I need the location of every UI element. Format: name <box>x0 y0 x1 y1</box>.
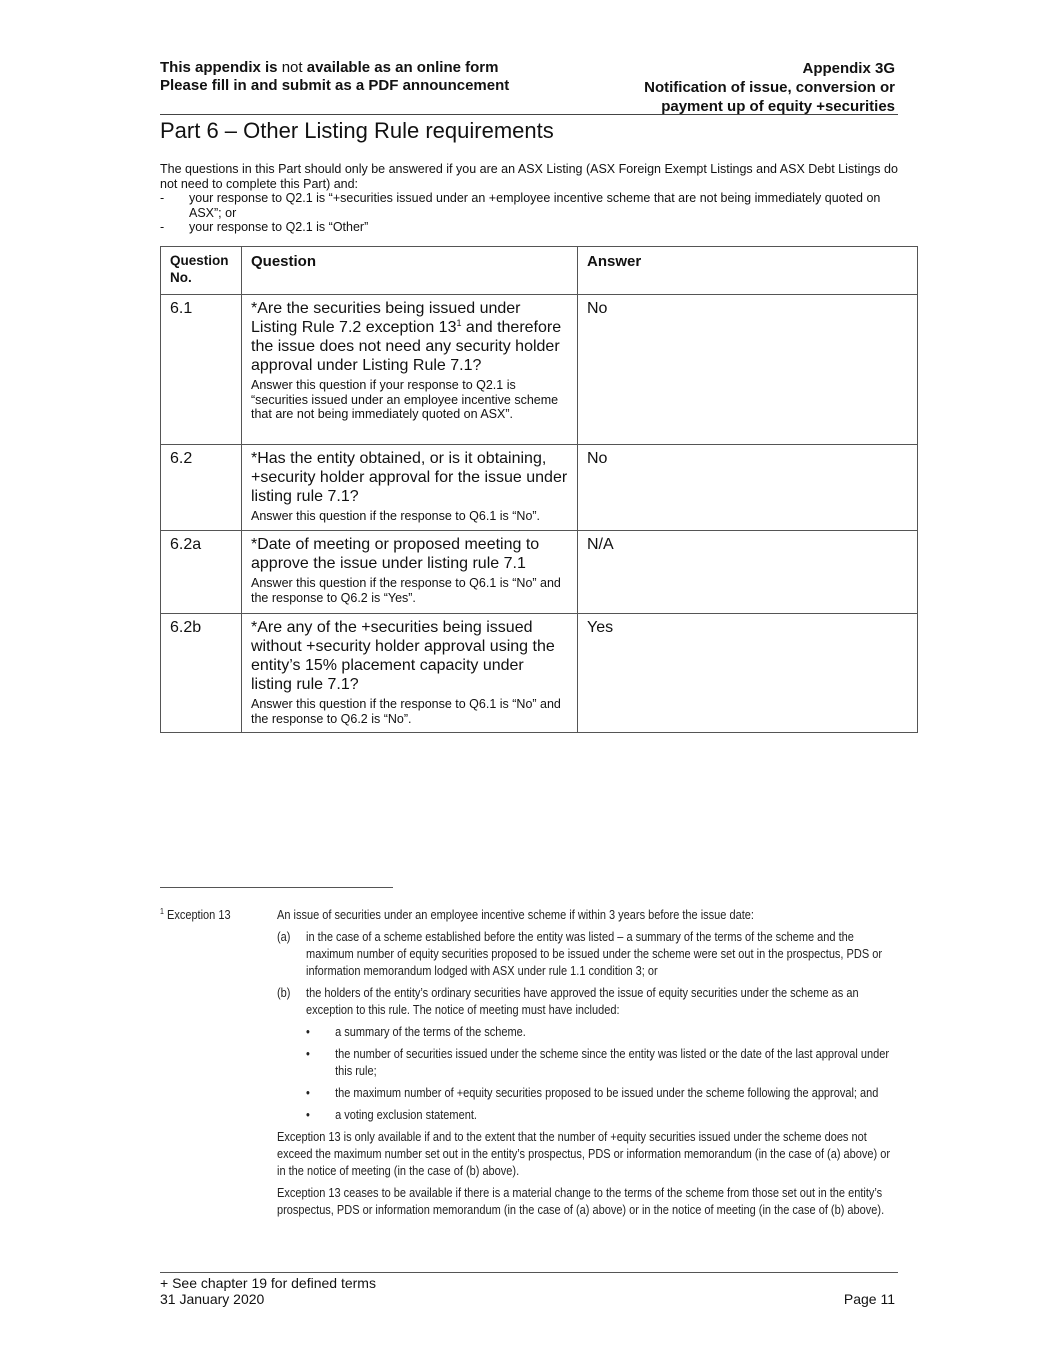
question-text: *Are the securities being issued under Listing Rule 7.2 exception $13^1$ and therefore the issue does not need any security holder approval under Listing Rule 7.1? <box>251 300 562 374</box>
header-divider <box>160 114 898 115</box>
question-number: 6.2 <box>161 445 242 531</box>
footer-left <box>160 1275 376 1307</box>
question-cell <box>242 531 578 614</box>
footnote-closing: Exception 13 is only available if and to the extent that the number of +equity securities issued under the scheme does not exceed the maximum number set out in the entity’s prospectus, PDS or information memorandum (in the case of (a) above) or in the notice of meeting (in the case of (b) above). <box>277 1130 891 1178</box>
question-number: 6.1 <box>161 295 242 445</box>
table-row <box>161 531 918 614</box>
footer-date: 31 January 2020 <box>160 1291 265 1307</box>
bullet-icon: • <box>306 1047 310 1061</box>
item-text: in the case of a scheme established before the entity was listed – a summary of the terms of the scheme and the maximum number of equity securities proposed to be issued under the scheme were set out in the prospectus, PDS or information memorandum lodged with ASX under rule 1.1 condition 3; or <box>306 930 882 978</box>
footnote-sub-bullet <box>306 1107 893 1124</box>
intro-bullet <box>160 191 900 220</box>
question-number: 6.2b <box>161 614 242 733</box>
dash-marker: - <box>160 191 165 205</box>
footnote-ref[interactable]: 1 <box>456 318 462 328</box>
table-row <box>161 295 918 445</box>
item-label: (a) <box>277 930 291 944</box>
appendix-label: Appendix 3G <box>802 60 895 77</box>
sub-bullet-text: the maximum number of +equity securities proposed to be issued under the scheme following the approval; and <box>335 1086 879 1100</box>
intro-section <box>160 162 900 235</box>
defined-terms-note: + See chapter 19 for defined terms <box>160 1275 376 1291</box>
questions-table <box>160 246 918 733</box>
question-note: Answer this question if your response to Q2.1 is “securities issued under an employee incentive scheme that are not being immediately quoted on ASX”. <box>251 378 559 421</box>
footnote-body <box>277 907 893 1224</box>
question-note: Answer this question if the response to Q6.1 is “No” and the response to Q6.2 is “Yes”. <box>251 576 561 605</box>
part-title: Part 6 – Other Listing Rule requirements <box>160 118 554 143</box>
item-label: (b) <box>277 986 291 1000</box>
dash-marker: - <box>160 220 165 234</box>
header-left <box>160 59 509 95</box>
intro-paragraph: The questions in this Part should only be answered if you are an ASX Listing (ASX Foreign Exempt Listings and ASX Debt Listings do not need to complete this Part) and: <box>160 162 898 191</box>
intro-bullet <box>160 220 900 235</box>
appendix-title-line2: payment up of equity +securities <box>661 98 895 115</box>
footnote-sub-bullet <box>306 1024 893 1041</box>
answer-cell[interactable]: Yes <box>578 614 918 733</box>
header-submit-instruction: Please fill in and submit as a PDF announcement <box>160 77 510 94</box>
question-note: Answer this question if the response to Q6.1 is “No” and the response to Q6.2 is “No”. <box>251 697 561 726</box>
intro-bullet-text: your response to Q2.1 is “+securities issued under an +employee incentive scheme that are not being immediately quoted on ASX”; or <box>189 191 881 220</box>
bullet-icon: • <box>306 1108 310 1122</box>
footnote-sub-bullet <box>306 1046 893 1080</box>
table-row <box>161 614 918 733</box>
footnote-sub-bullet <box>306 1085 893 1102</box>
appendix-title-line1: Notification of issue, conversion or <box>644 79 895 96</box>
intro-bullet-text: your response to Q2.1 is “Other” <box>189 220 369 234</box>
header-question-no: Question No. <box>161 247 242 295</box>
page-number: Page 11 <box>843 1291 895 1307</box>
header-right <box>644 59 895 116</box>
not-emphasis: not <box>281 59 303 76</box>
question-cell <box>242 445 578 531</box>
answer-cell[interactable]: No <box>578 295 918 445</box>
answer-cell[interactable]: N/A <box>578 531 918 614</box>
footnote-item-b <box>277 985 893 1019</box>
question-text: *Are any of the +securities being issued without +security holder approval using the entity’s 15% placement capacity under listing rule 7.1? <box>251 619 555 693</box>
question-text: *Has the entity obtained, or is it obtaining, +security holder approval for the issue under listing rule 7.1? <box>251 450 568 505</box>
footnote-separator <box>160 887 393 888</box>
footnote-intro: An issue of securities under an employee incentive scheme if within 3 years before the issue date: <box>277 908 754 922</box>
answer-cell[interactable]: No <box>578 445 918 531</box>
bullet-icon: • <box>306 1086 310 1100</box>
header-question: Question <box>242 247 578 295</box>
header-online-form-notice: This appendix is not available as an online form <box>160 59 499 76</box>
question-cell <box>242 614 578 733</box>
table-header-row <box>161 247 918 295</box>
bullet-icon: • <box>306 1025 310 1039</box>
question-text: *Date of meeting or proposed meeting to approve the issue under listing rule 7.1 <box>251 536 540 572</box>
table-row <box>161 445 918 531</box>
footnote-item-a <box>277 929 893 980</box>
footnote-label: $^1$ Exception 13 <box>160 907 231 922</box>
item-text: the holders of the entity’s ordinary securities have approved the issue of equity securities under the scheme as an exception to this rule. The notice of meeting must have included: <box>306 986 859 1017</box>
question-cell <box>242 295 578 445</box>
sub-bullet-text: a summary of the terms of the scheme. <box>335 1025 526 1039</box>
question-note: Answer this question if the response to Q6.1 is “No”. <box>251 509 541 523</box>
sub-bullet-text: the number of securities issued under the scheme since the entity was listed or the date of the last approval under this rule; <box>335 1047 890 1078</box>
footer-divider <box>160 1272 898 1273</box>
header-answer: Answer <box>578 247 918 295</box>
sub-bullet-text: a voting exclusion statement. <box>335 1108 477 1122</box>
question-number: 6.2a <box>161 531 242 614</box>
footnote-closing: Exception 13 ceases to be available if there is a material change to the terms of the scheme from those set out in the entity’s prospectus, PDS or information memorandum (in the case of (a) above) or in the notice of meeting (in the case of (b) above). <box>277 1186 885 1217</box>
footnote-marker: 1 <box>160 907 164 916</box>
